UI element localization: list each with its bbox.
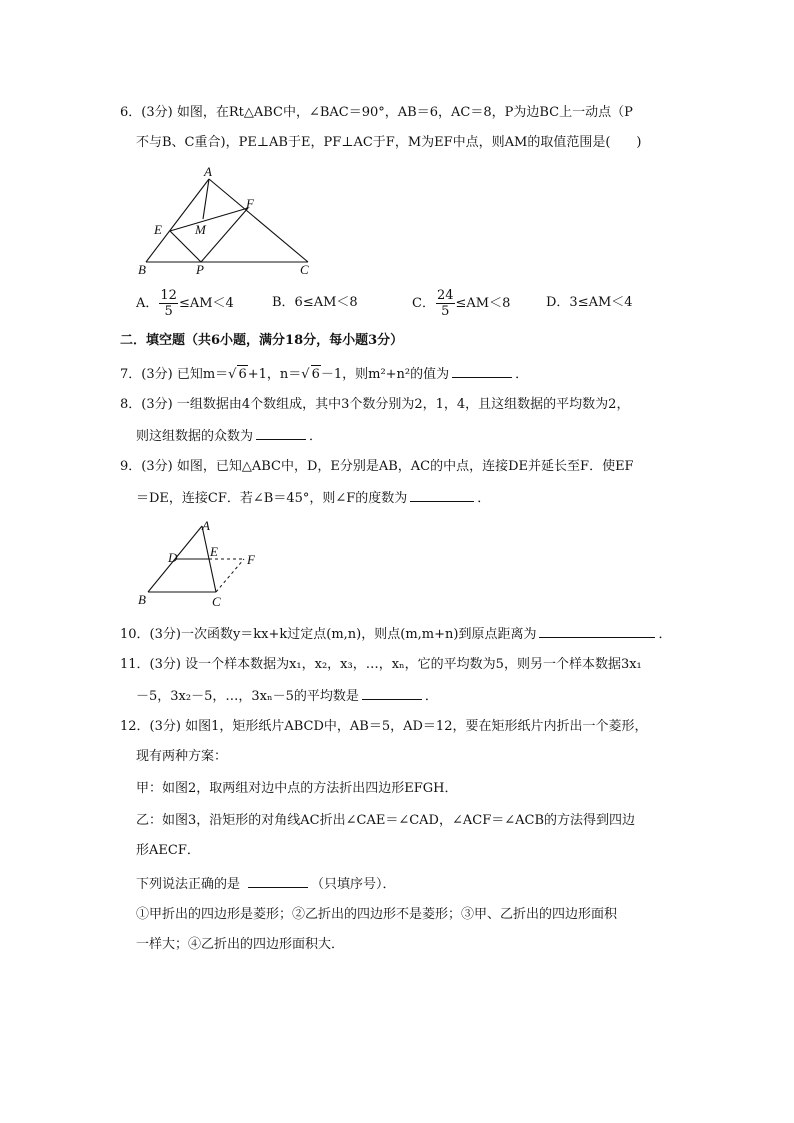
q7-answer-blank <box>452 364 512 378</box>
q6-fig-label-a: A <box>204 164 212 179</box>
q9-fig-label-c: C <box>212 594 221 609</box>
q11-answer-blank <box>362 686 422 700</box>
q11-line1: 11．(3分) 设一个样本数据为x₁，x₂，x₃，…，xₙ，它的平均数为5，则另一个样本数据3x₁ <box>120 657 642 672</box>
q12-line8: 一样大；④乙折出的四边形面积大． <box>136 937 345 952</box>
q9-fig-label-b: B <box>138 592 146 607</box>
q6-line2: 不与B、C重合)，PE⊥AB于E，PF⊥AC于F，M为EF中点，则AM的取值范围是( ) <box>136 135 642 150</box>
q12-line3: 甲：如图2，取两组对边中点的方法折出四边形EFGH． <box>136 781 458 796</box>
q10-line: 10．(3分)一次函数y＝kx+k过定点(m,n)，则点(m,m+n)到原点距离为 ． <box>120 624 671 644</box>
q7-radicand-2: 6 <box>311 367 320 382</box>
q11-line2: －5，3x₂－5，…，3xₙ－5的平均数是 ． <box>136 686 438 706</box>
q12-line7: ①甲折出的四边形是菱形；②乙折出的四边形不是菱形；③甲、乙折出的四边形面积 <box>136 907 618 922</box>
q6-fig-label-c: C <box>300 262 309 277</box>
q12-line6: 下列说法正确的是 （只填序号）． <box>136 874 396 894</box>
q12-line4: 乙：如图3，沿矩形的对角线AC折出∠CAE＝∠CAD，∠ACF＝∠ACB的方法得到四边 <box>136 813 636 828</box>
q6-figure <box>132 160 322 280</box>
q7-radicand-1: 6 <box>238 367 247 382</box>
q8-line2: 则这组数据的众数为 ． <box>136 426 322 446</box>
q9-fig-label-e: E <box>210 544 218 559</box>
q6-option-c-numerator: 24 <box>436 288 454 303</box>
q10-answer-blank <box>539 624 655 638</box>
q12-line1: 12．(3分) 如图1，矩形纸片ABCD中，AB＝5，AD＝12，要在矩形纸片内折出一个菱形， <box>120 719 648 734</box>
q9-fig-label-a: A <box>202 518 210 533</box>
q9-figure <box>134 516 264 612</box>
q6-option-b: B．6≤AM＜8 <box>272 295 358 310</box>
q6-option-c-denominator: 5 <box>441 304 450 319</box>
q6-option-a-denominator: 5 <box>164 304 173 319</box>
q9-line2: ＝DE，连接CF．若∠B＝45°，则∠F的度数为 ． <box>136 488 490 508</box>
q8-line1: 8．(3分) 一组数据由4个数组成，其中3个数分别为2，1，4，且这组数据的平均数为2， <box>120 397 630 412</box>
q7-line: 7．(3分) 已知m＝√ 6+1，n＝√ 6－1，则m²+n²的值为 ． <box>120 364 528 384</box>
q6-line1: 6．(3分) 如图，在Rt△ABC中，∠BAC＝90°，AB＝6，AC＝8，P为边BC上一动点（P <box>120 105 633 120</box>
q9-answer-blank <box>410 488 474 502</box>
q6-fig-label-e: E <box>154 222 162 237</box>
q6-option-a-numerator: 12 <box>160 288 177 303</box>
q9-fig-label-f: F <box>247 552 255 567</box>
section2-title: 二．填空题（共6小题，满分18分，每小题3分） <box>120 333 404 348</box>
q6-fig-label-f: F <box>246 196 254 211</box>
q12-line5: 形AECF． <box>136 843 200 858</box>
q12-answer-blank <box>248 874 308 888</box>
q6-fig-label-p: P <box>196 262 204 277</box>
q9-fig-label-d: D <box>168 550 178 565</box>
q6-option-c: C． $\frac{24}{5}$ ≤AM＜8 <box>412 288 511 319</box>
q8-answer-blank <box>256 426 306 440</box>
q6-fig-label-b: B <box>138 262 146 277</box>
q6-option-a: A． $\frac{12}{5}$ ≤AM＜4 <box>136 288 234 319</box>
q6-option-d: D．3≤AM＜4 <box>546 295 633 310</box>
q12-line2: 现有两种方案： <box>136 749 228 764</box>
q6-fig-label-m: M <box>195 222 206 237</box>
q9-line1: 9．(3分) 如图，已知△ABC中，D，E分别是AB，AC的中点，连接DE并延长至F．使EF <box>120 459 634 474</box>
